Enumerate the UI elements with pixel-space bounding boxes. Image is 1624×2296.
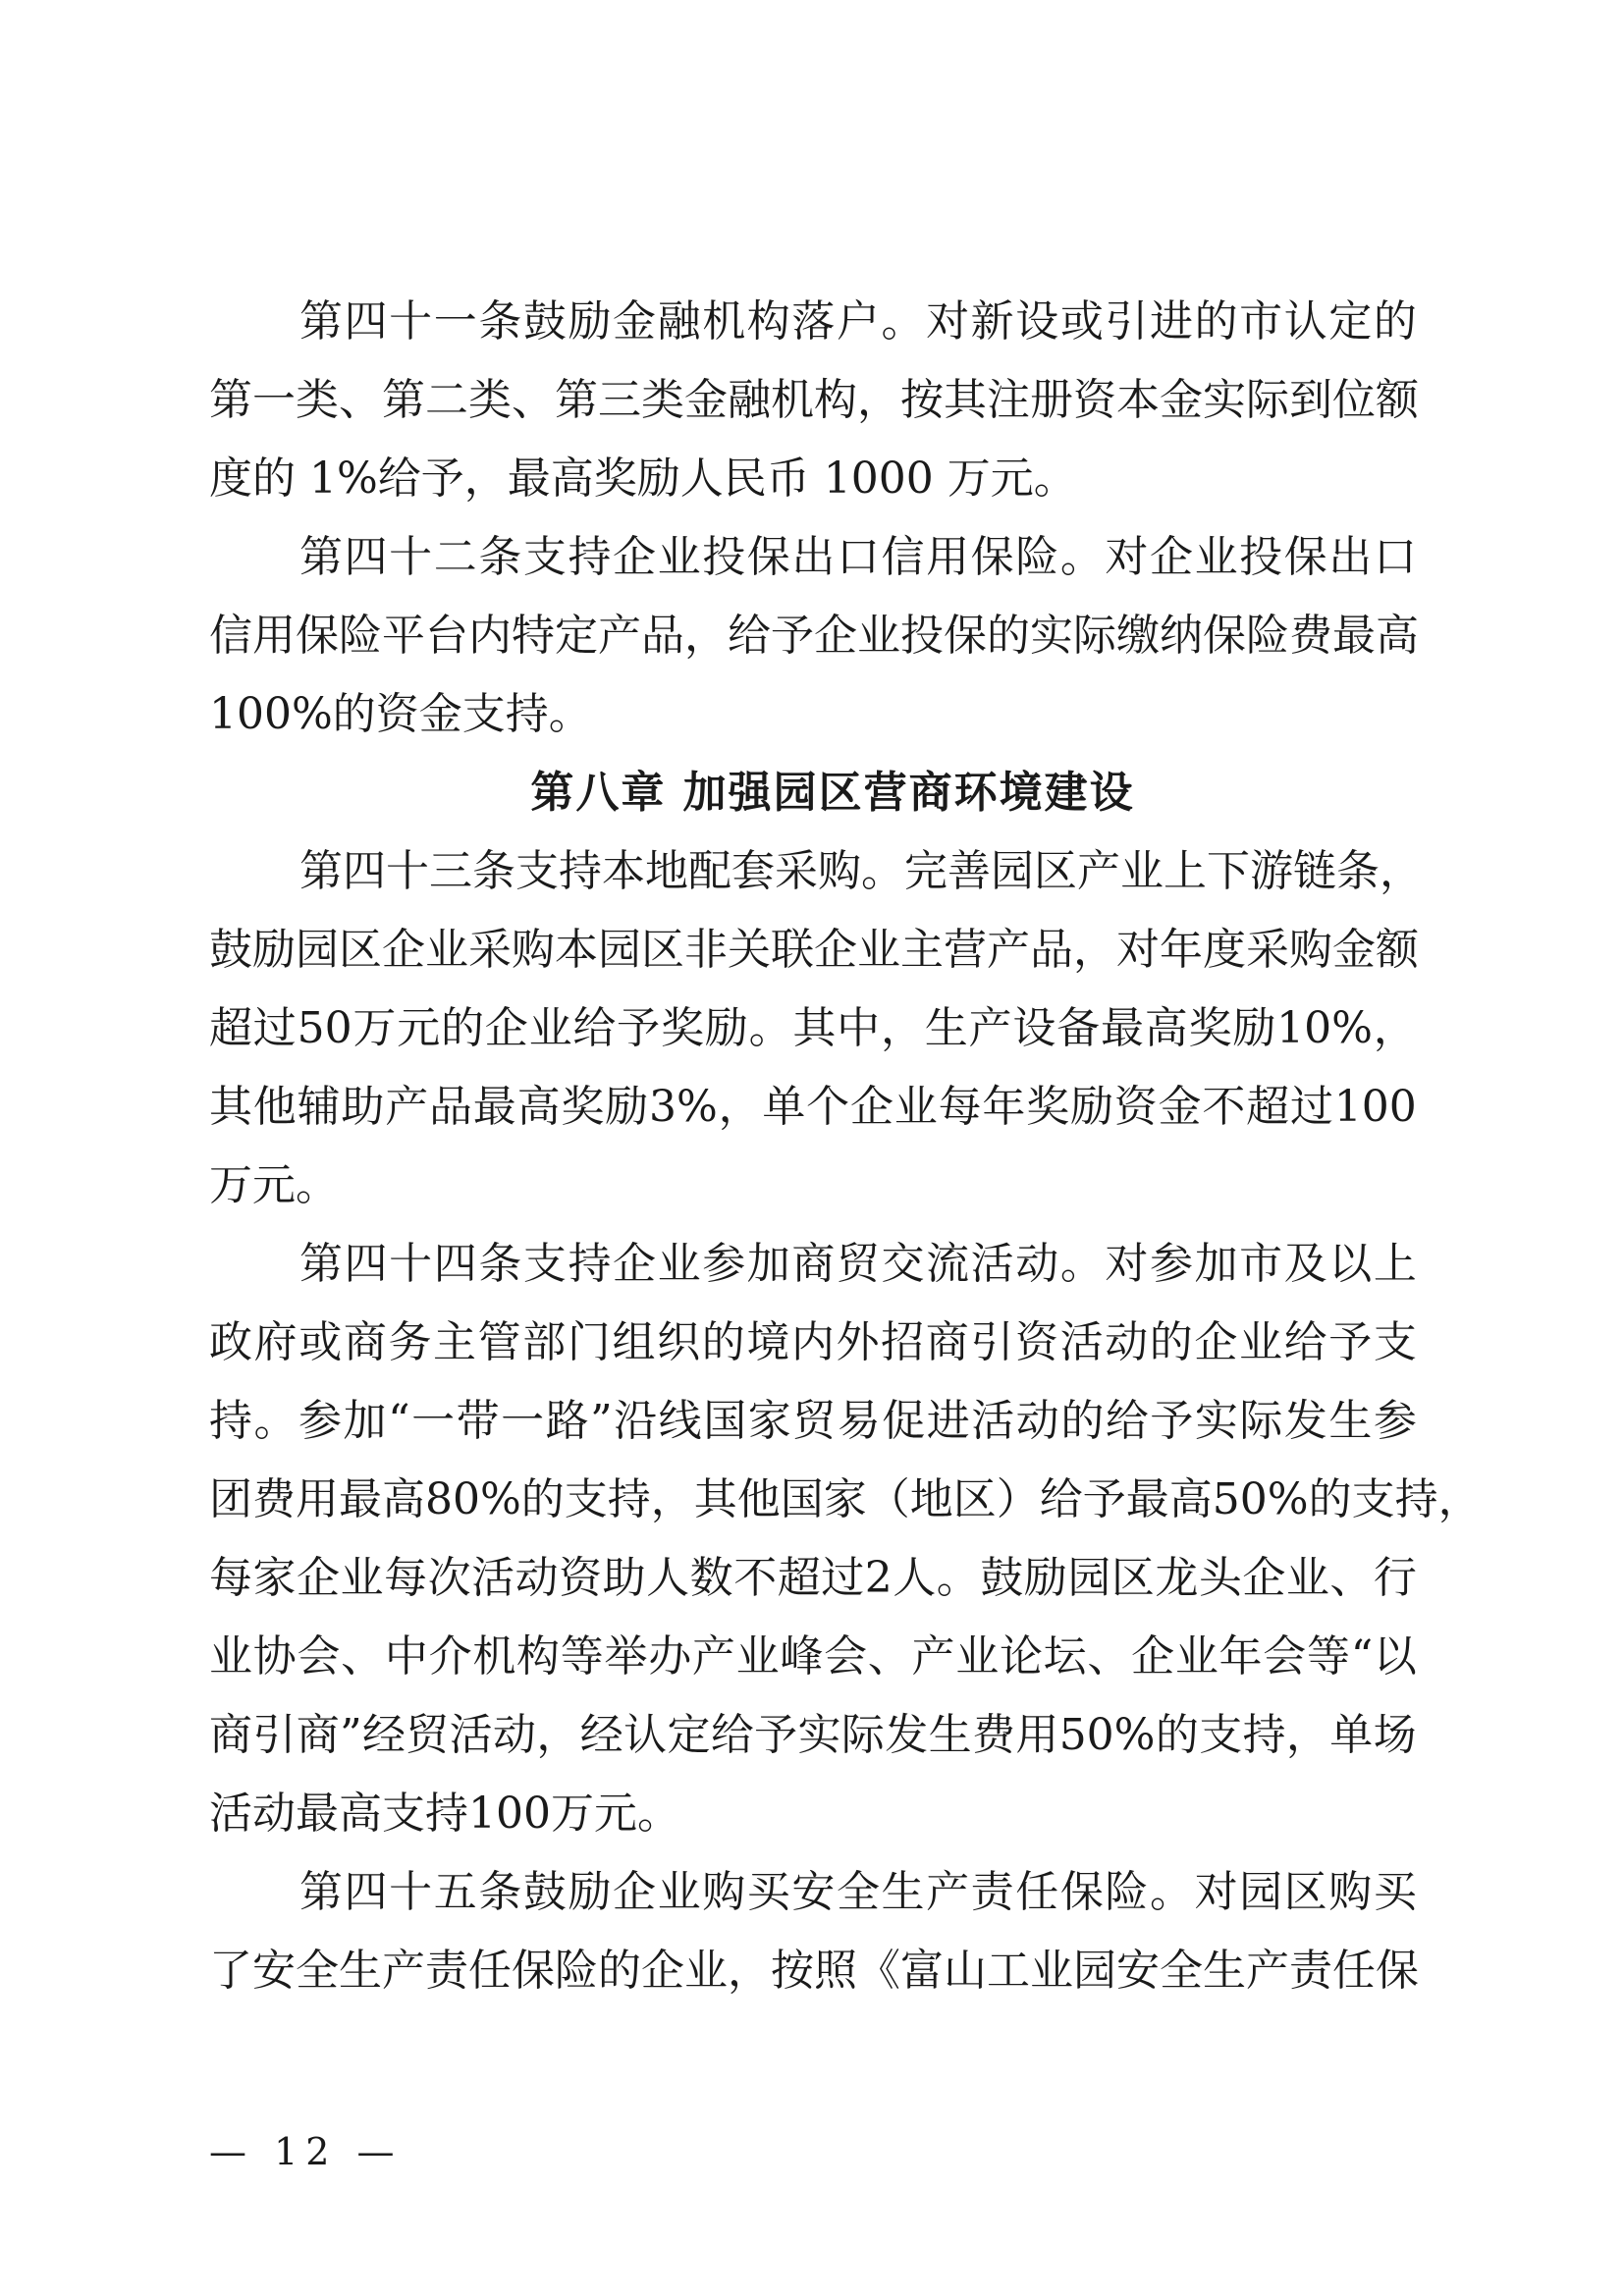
page-number: — 12 —: [209, 2130, 403, 2173]
text-line: 团 费 用 最 高 80% 的 支 持 ， 其 他 国 家 （ 地 区 ） 给 予 最 高 50% 的 支 持 ，: [209, 1474, 1482, 1524]
chapter-title: 第八章 加强园区营商环境建设: [530, 768, 1135, 818]
paragraph-art42: [209, 518, 1417, 754]
paragraph-art44: [209, 1225, 1482, 1853]
text-line: 政 府 或 商 务 主 管 部 门 组 织 的 境 内 外 招 商 引 资 活 动 的 企 业 给 予 支: [209, 1317, 1417, 1367]
text-line: 万元。: [209, 1160, 339, 1210]
text-line: 了安全生产责任保险的企业，按照《富山工业园安全生产责任保: [209, 1946, 1419, 1996]
articles-41-42: [209, 283, 1417, 754]
text-line: 第 一 类 、 第 二 类 、 第 三 类 金 融 机 构 ， 按 其 注 册 资 本 金 实 际 到 位 额: [209, 375, 1419, 425]
text-line: 信 用 保 险 平 台 内 特 定 产 品 ， 给 予 企 业 投 保 的 实 际 缴 纳 保 险 费 最 高: [209, 611, 1419, 661]
text-line: 第 四 十 一 条 鼓 励 金 融 机 构 落 户 。 对 新 设 或 引 进 的 市 认 定 的: [299, 296, 1417, 347]
text-line: 持 。 参 加 “ 一 带 一 路 ” 沿 线 国 家 贸 易 促 进 活 动 的 给 予 实 际 发 生 参: [209, 1396, 1417, 1446]
text-line: 其 他 辅 助 产 品 最 高 奖 励 3% ， 单 个 企 业 每 年 奖 励 资 金 不 超 过 100: [209, 1082, 1417, 1132]
text-line: 100%的资金支持。: [209, 689, 592, 739]
paragraph-art43: [209, 832, 1423, 1225]
paragraph-art45: [209, 1853, 1417, 2010]
text-line: 第 四 十 三 条 支 持 本 地 配 套 采 购 。 完 善 园 区 产 业 上 下 游 链 条 ，: [299, 846, 1423, 896]
paragraph-art41: [209, 283, 1417, 518]
text-line: 第 四 十 二 条 支 持 企 业 投 保 出 口 信 用 保 险 。 对 企 业 投 保 出 口: [299, 532, 1417, 582]
text-line: 业 协 会 、 中 介 机 构 等 举 办 产 业 峰 会 、 产 业 论 坛 、 企 业 年 会 等 “ 以: [209, 1631, 1417, 1682]
text-line: 第 四 十 五 条 鼓 励 企 业 购 买 安 全 生 产 责 任 保 险 。 对 园 区 购 买: [299, 1867, 1417, 1917]
text-line: 度的 1%给予，最高奖励人民币 1000 万元。: [209, 454, 1077, 504]
articles-43-45: [209, 832, 1482, 2010]
document-body: [209, 283, 1482, 2010]
text-line: 活动最高支持100万元。: [209, 1789, 680, 1839]
text-line: 每 家 企 业 每 次 活 动 资 助 人 数 不 超 过 2 人 。 鼓 励 园 区 龙 头 企 业 、 行: [209, 1553, 1417, 1603]
text-line: 第 四 十 四 条 支 持 企 业 参 加 商 贸 交 流 活 动 。 对 参 加 市 及 以 上: [299, 1239, 1417, 1289]
text-line: 鼓 励 园 区 企 业 采 购 本 园 区 非 关 联 企 业 主 营 产 品 ， 对 年 度 采 购 金 额: [209, 925, 1419, 975]
text-line: 超 过 50 万 元 的 企 业 给 予 奖 励 。 其 中 ， 生 产 设 备 最 高 奖 励 10% ，: [209, 1003, 1417, 1053]
text-line: 商 引 商 ” 经 贸 活 动 ， 经 认 定 给 予 实 际 发 生 费 用 50% 的 支 持 ， 单 场: [209, 1710, 1417, 1760]
